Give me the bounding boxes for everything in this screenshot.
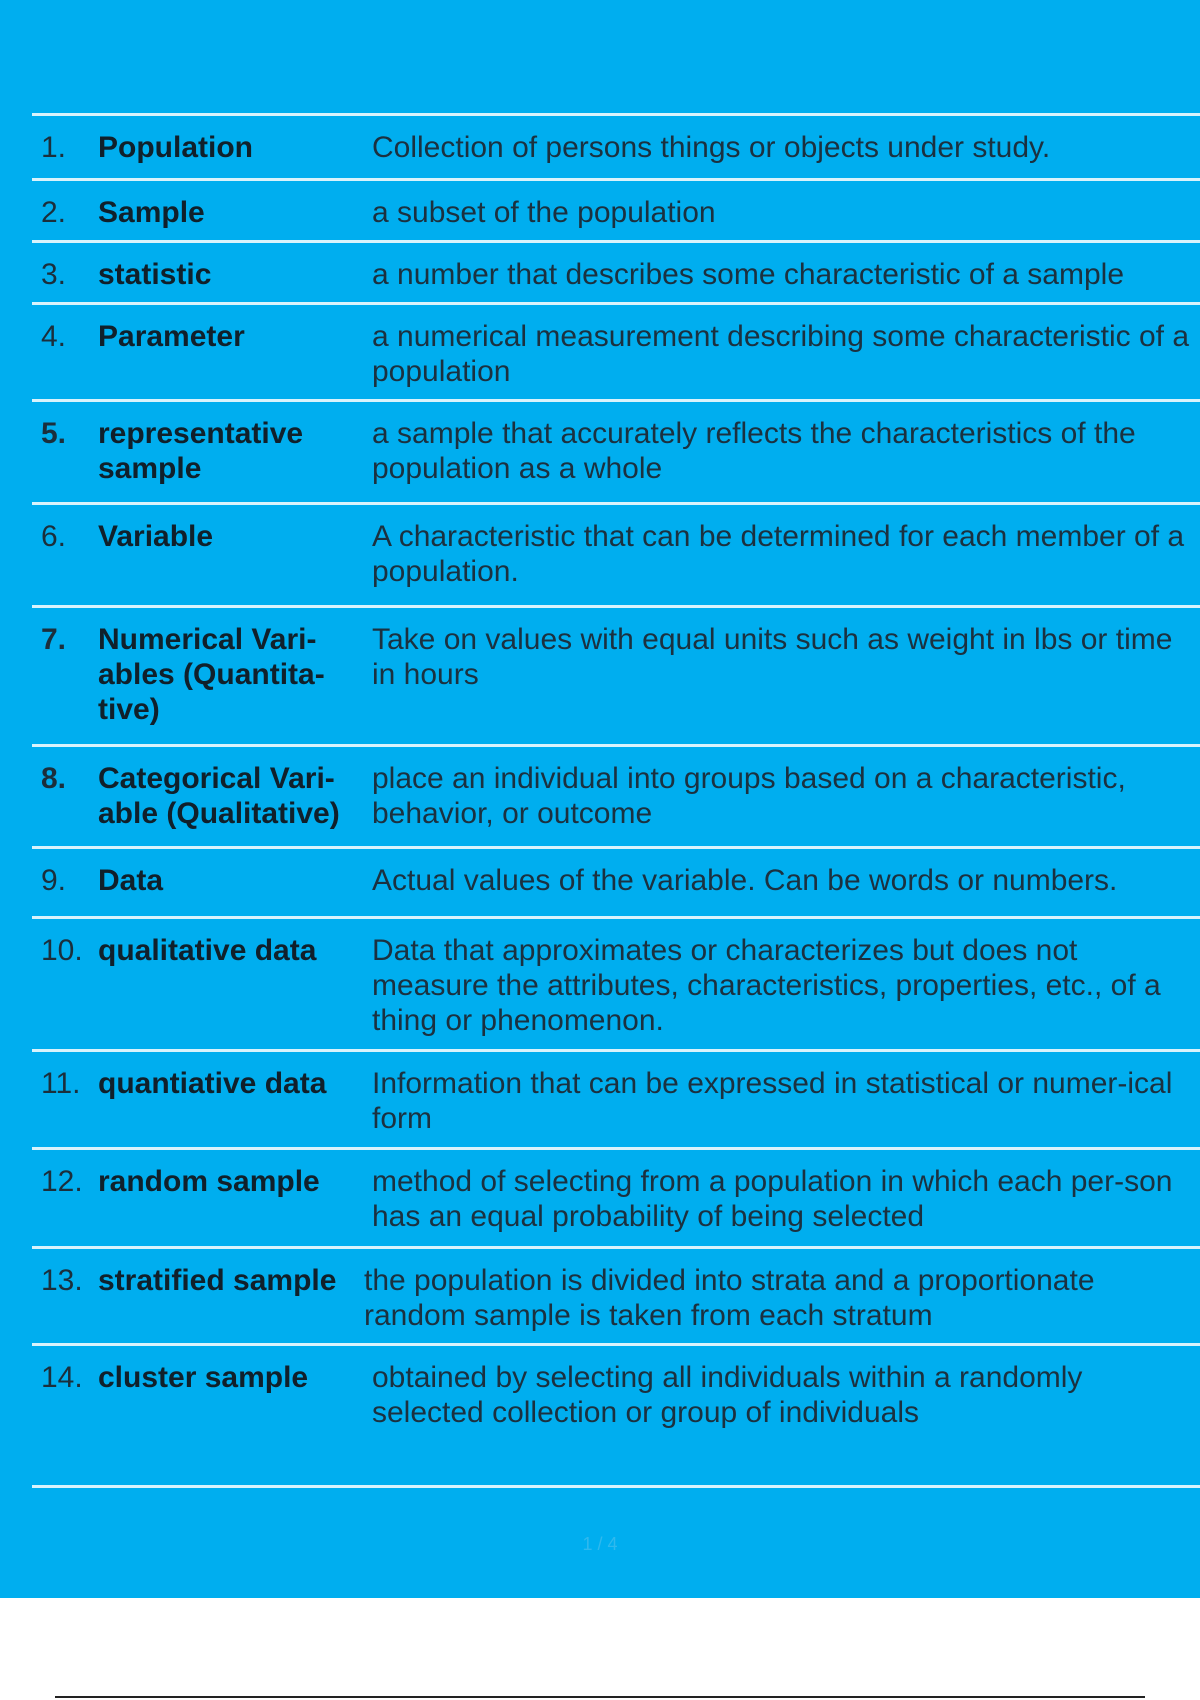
term: cluster sample (98, 1361, 309, 1394)
definition: a sample that accurately reflects the characteristics of the population as a whole (372, 417, 1136, 485)
term: Sample (98, 196, 205, 229)
table-row (32, 1249, 1200, 1346)
definition: place an individual into groups based on a characteristic, behavior, or outcome (372, 762, 1126, 830)
page-number: 1 / 4 (582, 1534, 618, 1554)
definition: Collection of persons things or objects under study. (372, 131, 1051, 164)
table-row (32, 747, 1200, 849)
definition: a subset of the population (372, 196, 716, 229)
table-row (32, 608, 1200, 747)
table-row (32, 181, 1200, 243)
row-number: 9. (41, 864, 67, 897)
footer-divider (55, 1696, 1145, 1698)
term: stratified sample (98, 1264, 337, 1297)
row-number: 4. (41, 320, 67, 353)
term: quantiative data (98, 1067, 327, 1100)
table-row (32, 402, 1200, 505)
table-row (32, 305, 1200, 402)
row-number: 3. (41, 258, 67, 291)
row-number: 14. (41, 1361, 83, 1394)
row-number: 6. (41, 520, 67, 553)
definition: Information that can be expressed in statistical or numer-ical form (372, 1067, 1173, 1135)
term: Numerical Vari-ables (Quantita-tive) (98, 623, 325, 726)
term: Categorical Vari-able (Qualitative) (98, 762, 340, 830)
term: representative sample (98, 417, 304, 485)
term: statistic (98, 258, 212, 291)
row-number: 5. (41, 417, 67, 450)
table-row (32, 1052, 1200, 1150)
definition: a number that describes some characteristic of a sample (372, 258, 1125, 291)
row-number: 8. (41, 762, 67, 795)
definition: Take on values with equal units such as weight in lbs or time in hours (372, 623, 1173, 691)
row-number: 12. (41, 1165, 83, 1198)
row-number: 11. (41, 1067, 81, 1100)
row-number: 10. (41, 934, 83, 967)
glossary-table (32, 113, 1200, 1488)
definition: the population is divided into strata and a proportionate random sample is taken from each stratum (364, 1264, 1095, 1332)
term: Parameter (98, 320, 245, 353)
table-row (32, 919, 1200, 1052)
definition: A characteristic that can be determined for each member of a population. (372, 520, 1185, 588)
table-row (32, 1346, 1200, 1488)
definition: Data that approximates or characterizes but does not measure the attributes, characteristics, properties, etc., of a thing or phenomenon. (372, 934, 1161, 1037)
table-row (32, 116, 1200, 181)
table-row (32, 243, 1200, 305)
row-number: 2. (41, 196, 67, 229)
row-number: 7. (41, 623, 67, 656)
term: qualitative data (98, 934, 317, 967)
definition: obtained by selecting all individuals within a randomly selected collection or group of individuals (372, 1361, 1083, 1429)
term: random sample (98, 1165, 320, 1198)
definition: method of selecting from a population in which each per-son has an equal probability of being selected (372, 1165, 1173, 1233)
definition: Actual values of the variable. Can be words or numbers. (372, 864, 1118, 897)
table-row (32, 505, 1200, 608)
term: Population (98, 131, 253, 164)
definition: a numerical measurement describing some characteristic of a population (372, 320, 1190, 388)
row-number: 13. (41, 1264, 83, 1297)
term: Data (98, 864, 164, 897)
term: Variable (98, 520, 214, 553)
table-row (32, 849, 1200, 919)
table-row (32, 1150, 1200, 1249)
row-number: 1. (41, 131, 67, 164)
